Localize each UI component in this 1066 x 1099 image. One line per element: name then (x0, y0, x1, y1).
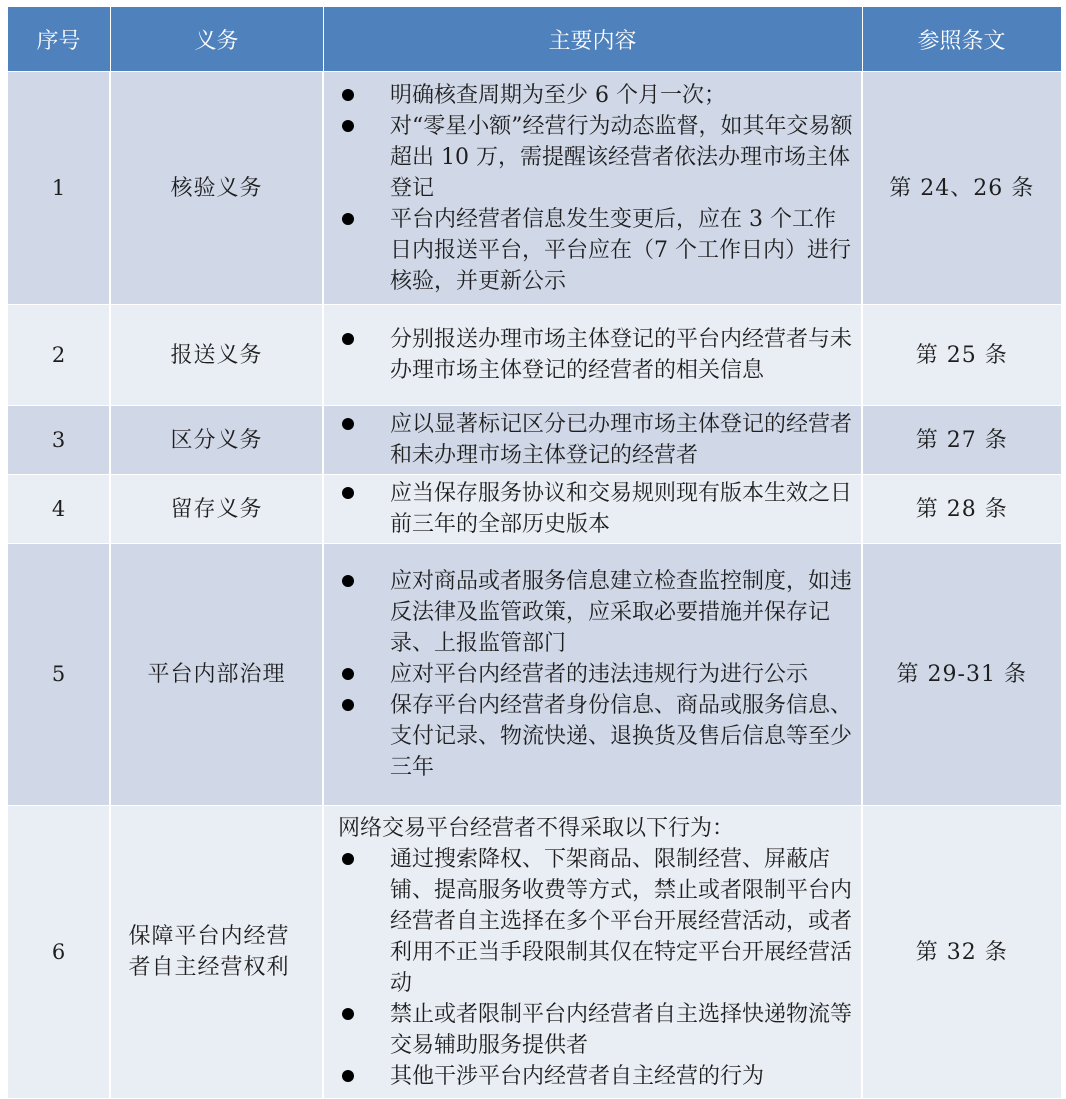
content-list (336, 478, 853, 540)
list-item-text: 其他干涉平台内经营者自主经营的行为 (390, 1063, 765, 1089)
content-list (336, 566, 853, 783)
list-item (336, 80, 853, 111)
row-duty-label: 留存义务 (170, 496, 263, 522)
list-item-text: 应当保存服务协议和交易规则现有版本生效之日前三年的全部历史版本 (390, 481, 853, 537)
bullet-icon (342, 333, 354, 345)
row-reference-cell: 第 27 条 (862, 406, 1061, 475)
bullet-icon (342, 668, 354, 680)
header-reference: 参照条文 (862, 7, 1061, 72)
table-row (7, 406, 1061, 475)
row-duty-label: 保障平台内经营者自主经营权利 (128, 924, 290, 980)
header-content: 主要内容 (323, 7, 862, 72)
table-row (7, 305, 1061, 406)
list-item (336, 844, 853, 999)
row-content-cell (323, 406, 862, 475)
list-item (336, 1061, 853, 1092)
table-row (7, 72, 1061, 305)
bullet-icon (342, 699, 354, 711)
content-intro: 网络交易平台经营者不得采取以下行为： (338, 815, 735, 841)
list-item-text: 应以显著标记区分已办理市场主体登记的经营者和未办理市场主体登记的经营者 (390, 412, 853, 468)
row-reference-cell: 第 28 条 (862, 475, 1061, 544)
bullet-icon (342, 213, 354, 225)
bullet-icon (342, 487, 354, 499)
table-row (7, 544, 1061, 806)
table-body (7, 72, 1061, 1099)
row-reference-cell: 第 24、26 条 (862, 72, 1061, 305)
header-row (7, 7, 1061, 72)
list-item-text: 通过搜索降权、下架商品、限制经营、屏蔽店铺、提高服务收费等方式，禁止或者限制平台内经营者自主选择在多个平台开展经营活动，或者利用不正当手段限制其仅在特定平台开展经营活动 (390, 846, 853, 996)
row-duty-cell (110, 806, 323, 1099)
bullet-icon (342, 418, 354, 430)
row-duty-cell (110, 406, 323, 475)
list-item-text: 禁止或者限制平台内经营者自主选择快递物流等交易辅助服务提供者 (390, 1001, 853, 1058)
list-item-text: 分别报送办理市场主体登记的平台内经营者与未办理市场主体登记的经营者的相关信息 (390, 327, 853, 383)
row-content-cell (323, 72, 862, 305)
list-item (336, 478, 853, 540)
row-duty-label: 核验义务 (170, 175, 263, 201)
row-seq-cell: 5 (7, 544, 110, 806)
list-item (336, 659, 853, 690)
row-duty-cell (110, 475, 323, 544)
content-list (336, 844, 853, 1092)
row-content-cell (323, 305, 862, 406)
list-item (336, 690, 853, 783)
list-item (336, 409, 853, 471)
row-duty-cell (110, 305, 323, 406)
row-content-cell (323, 806, 862, 1099)
row-duty-cell (110, 544, 323, 806)
row-seq-cell: 2 (7, 305, 110, 406)
list-item (336, 566, 853, 659)
row-duty-label: 报送义务 (170, 342, 263, 368)
list-item-text: 明确核查周期为至少 6 个月一次； (390, 82, 726, 108)
row-duty-label: 平台内部治理 (147, 662, 286, 687)
bullet-icon (342, 120, 354, 132)
bullet-icon (342, 1070, 354, 1082)
bullet-icon (342, 853, 354, 865)
row-duty-label: 区分义务 (170, 427, 263, 453)
row-reference-cell: 第 29-31 条 (862, 544, 1061, 806)
list-item-text: 对“零星小额”经营行为动态监督，如其年交易额超出 10 万，需提醒该经营者依法办理市场主体登记 (390, 113, 853, 201)
list-item-text: 保存平台内经营者身份信息、商品或服务信息、支付记录、物流快递、退换货及售后信息等至少三年 (390, 693, 853, 780)
list-item (336, 204, 853, 297)
row-reference-cell: 第 32 条 (862, 806, 1061, 1099)
row-seq-cell: 1 (7, 72, 110, 305)
row-seq-cell: 3 (7, 406, 110, 475)
obligations-table (6, 6, 1062, 1099)
list-item (336, 324, 853, 386)
content-list (336, 324, 853, 386)
table-row (7, 475, 1061, 544)
row-duty-cell (110, 72, 323, 305)
bullet-icon (342, 1008, 354, 1020)
bullet-icon (342, 575, 354, 587)
row-seq-cell: 4 (7, 475, 110, 544)
row-reference-cell: 第 25 条 (862, 305, 1061, 406)
header-duty: 义务 (110, 7, 323, 72)
list-item-text: 应对平台内经营者的违法违规行为进行公示 (390, 662, 809, 687)
row-content-cell (323, 544, 862, 806)
row-seq-cell: 6 (7, 806, 110, 1099)
list-item (336, 999, 853, 1061)
row-content-cell (323, 475, 862, 544)
content-list (336, 80, 853, 297)
content-list (336, 409, 853, 471)
list-item-text: 平台内经营者信息发生变更后，应在 3 个工作日内报送平台，平台应在（7 个工作日内）进行核验，并更新公示 (390, 206, 851, 294)
header-seq: 序号 (7, 7, 110, 72)
list-item-text: 应对商品或者服务信息建立检查监控制度，如违反法律及监管政策，应采取必要措施并保存记录、上报监管部门 (390, 569, 853, 656)
table-row (7, 806, 1061, 1099)
list-item (336, 111, 853, 204)
bullet-icon (342, 89, 354, 101)
